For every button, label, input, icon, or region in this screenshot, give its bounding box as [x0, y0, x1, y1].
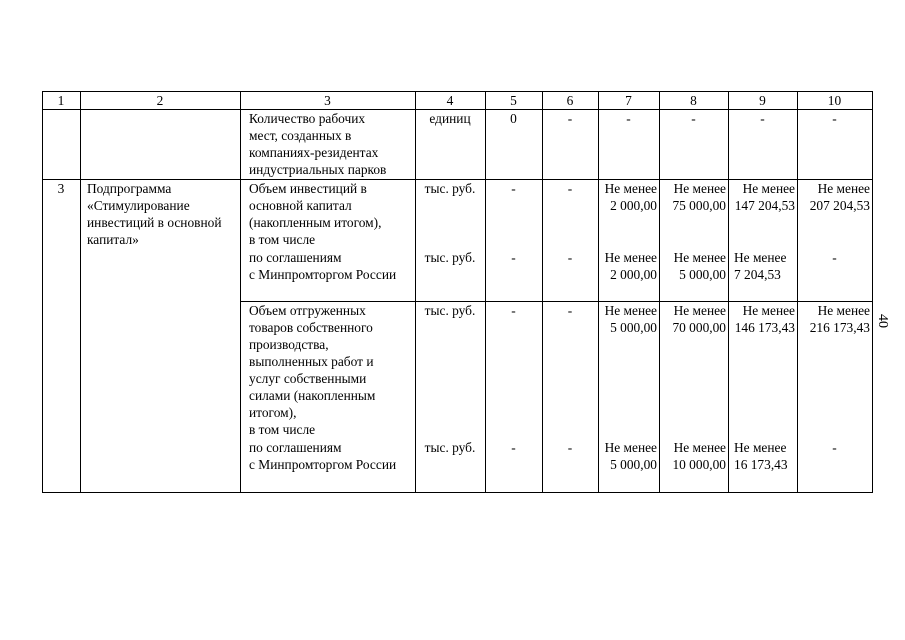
- program-name: «Стимулирование: [87, 198, 190, 213]
- value-cell: Не менее: [817, 181, 870, 196]
- indicator-text: итогом),: [249, 405, 297, 420]
- indicator-text: основной капитал: [249, 198, 352, 213]
- unit-cell: тыс. руб.: [424, 440, 476, 455]
- indicator-text: выполненных работ и: [249, 354, 374, 369]
- unit-cell: тыс. руб.: [424, 250, 476, 265]
- unit-cell: тыс. руб.: [424, 303, 476, 318]
- indicator-text: силами (накопленным: [249, 388, 376, 403]
- value-cell: 147 204,53: [734, 198, 795, 213]
- value-cell: 7 204,53: [734, 267, 781, 282]
- value-cell: 5 000,00: [610, 457, 657, 472]
- value-cell: 5 000,00: [679, 267, 726, 282]
- value-cell: -: [691, 111, 696, 126]
- grid-line: [598, 91, 599, 493]
- indicators-table: [42, 91, 873, 493]
- value-cell: -: [832, 111, 837, 126]
- grid-line: [42, 492, 873, 493]
- value-cell: -: [511, 440, 516, 455]
- value-cell: Не менее: [604, 181, 657, 196]
- value-cell: 16 173,43: [734, 457, 788, 472]
- indicator-text: товаров собственного: [249, 320, 373, 335]
- column-header: 5: [510, 93, 517, 108]
- value-cell: 0: [510, 111, 517, 126]
- value-cell: Не менее: [734, 440, 787, 455]
- grid-line: [542, 91, 543, 493]
- value-cell: Не менее: [742, 303, 795, 318]
- indicator-text: в том числе: [249, 232, 316, 247]
- column-header: 9: [759, 93, 766, 108]
- value-cell: -: [832, 440, 837, 455]
- value-cell: 2 000,00: [610, 267, 657, 282]
- value-cell: 216 173,43: [809, 320, 870, 335]
- page-number: 40: [875, 314, 890, 328]
- grid-line: [659, 91, 660, 493]
- value-cell: 2 000,00: [610, 198, 657, 213]
- value-cell: 146 173,43: [734, 320, 795, 335]
- indicator-text: (накопленным итогом),: [249, 215, 382, 230]
- value-cell: -: [511, 181, 516, 196]
- value-cell: -: [832, 250, 837, 265]
- value-cell: Не менее: [604, 440, 657, 455]
- value-cell: -: [567, 181, 573, 196]
- value-cell: Не менее: [673, 181, 726, 196]
- indicator-text: производства,: [249, 337, 329, 352]
- value-cell: Не менее: [673, 250, 726, 265]
- value-cell: -: [567, 111, 573, 126]
- value-cell: 10 000,00: [672, 457, 726, 472]
- indicator-text: Объем отгруженных: [249, 303, 366, 318]
- program-name: инвестиций в основной: [87, 215, 222, 230]
- column-header: 2: [156, 93, 164, 108]
- indicator-text: Объем инвестиций в: [249, 181, 367, 196]
- value-cell: Не менее: [742, 181, 795, 196]
- value-cell: -: [567, 440, 573, 455]
- grid-line: [797, 91, 798, 493]
- column-header: 6: [566, 93, 574, 108]
- indicator-text: компаниях-резидентах: [249, 145, 379, 160]
- value-cell: -: [626, 111, 631, 126]
- value-cell: -: [511, 303, 516, 318]
- indicator-text: в том числе: [249, 422, 316, 437]
- indicator-text: с Минпромторгом России: [249, 267, 397, 282]
- grid-line: [415, 91, 416, 493]
- column-header: 1: [57, 93, 65, 108]
- grid-line: [240, 91, 241, 493]
- indicator-text: по соглашениям: [249, 440, 342, 455]
- value-cell: -: [511, 250, 516, 265]
- value-cell: Не менее: [673, 303, 726, 318]
- column-header: 7: [625, 93, 632, 108]
- column-header: 4: [446, 93, 454, 108]
- column-header: 10: [827, 93, 842, 108]
- column-header: 3: [324, 93, 331, 108]
- indicator-text: индустриальных парков: [249, 162, 387, 177]
- value-cell: Не менее: [673, 440, 726, 455]
- grid-line: [872, 91, 873, 493]
- row-number: 3: [57, 181, 65, 196]
- value-cell: 5 000,00: [610, 320, 657, 335]
- value-cell: -: [567, 250, 573, 265]
- indicator-text: мест, созданных в: [249, 128, 352, 143]
- program-name: Подпрограмма: [87, 181, 172, 196]
- indicator-text: по соглашениям: [249, 250, 342, 265]
- grid-line: [80, 91, 81, 493]
- grid-line: [728, 91, 729, 493]
- grid-line: [485, 91, 486, 493]
- value-cell: Не менее: [604, 303, 657, 318]
- grid-line: [42, 91, 43, 493]
- value-cell: 75 000,00: [672, 198, 726, 213]
- value-cell: -: [760, 111, 765, 126]
- value-cell: -: [567, 303, 573, 318]
- value-cell: 207 204,53: [809, 198, 870, 213]
- value-cell: Не менее: [817, 303, 870, 318]
- indicator-text: услуг собственными: [249, 371, 367, 386]
- indicator-text: с Минпромторгом России: [249, 457, 397, 472]
- value-cell: Не менее: [604, 250, 657, 265]
- program-name: капитал»: [87, 232, 139, 247]
- indicator-text: Количество рабочих: [249, 111, 366, 126]
- value-cell: Не менее: [734, 250, 787, 265]
- column-header: 8: [690, 93, 697, 108]
- value-cell: 70 000,00: [672, 320, 726, 335]
- unit-cell: тыс. руб.: [424, 181, 476, 196]
- unit-cell: единиц: [429, 111, 471, 126]
